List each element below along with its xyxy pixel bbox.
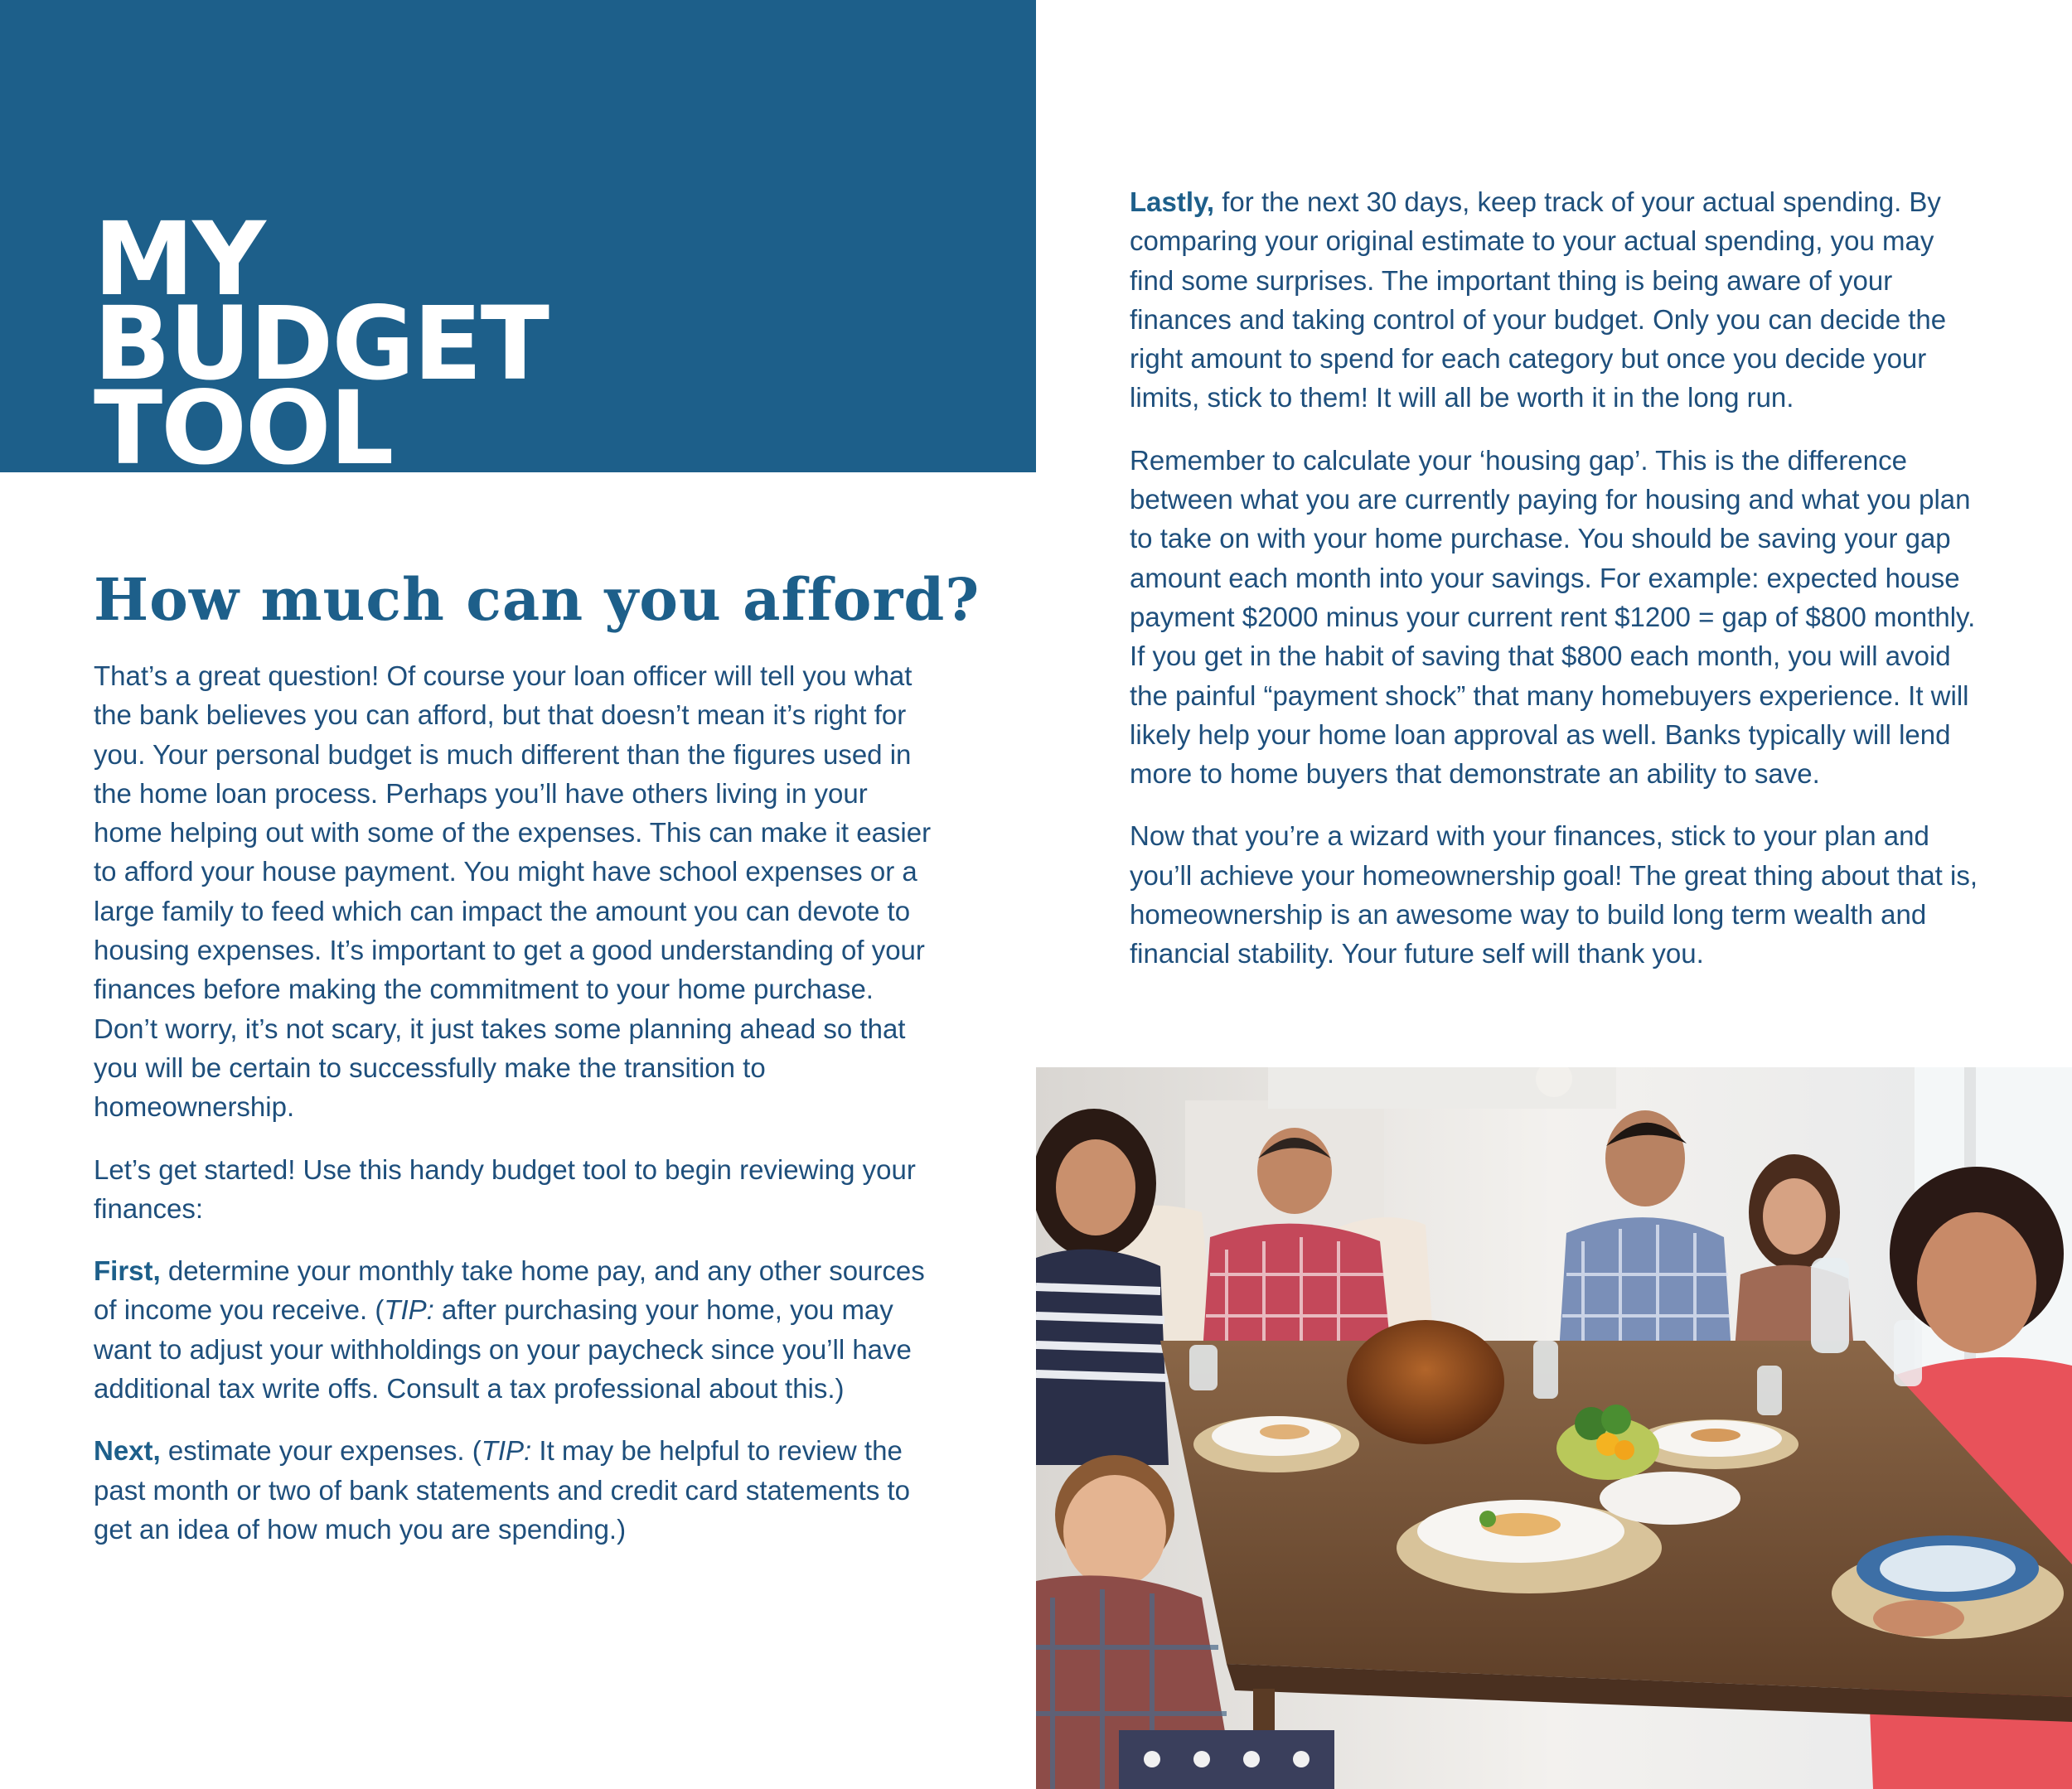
photo-stripe xyxy=(1036,1345,1167,1349)
family-dinner-photo xyxy=(1036,1067,2072,1789)
page-title xyxy=(94,201,549,487)
photo-glass xyxy=(1757,1366,1782,1415)
photo-cushion-dot xyxy=(1144,1751,1160,1767)
photo-cushion-dot xyxy=(1193,1751,1210,1767)
title-line-3: TOOL xyxy=(94,370,393,487)
photo-food-garnish xyxy=(1479,1511,1496,1527)
get-started-paragraph: Let’s get started! Use this handy budget tool to begin reviewing your finances: xyxy=(94,1153,916,1224)
photo-person-girl-face xyxy=(1763,1178,1826,1255)
first-tip-label: TIP: xyxy=(384,1294,434,1326)
photo-cushion-dot xyxy=(1243,1751,1260,1767)
lastly-paragraph xyxy=(1130,182,1983,418)
first-text-b: after purchasing your home, you may want to adjust your withholdings on your paycheck since you’ll have additional tax write offs. Consult a tax professional about this.) xyxy=(94,1294,912,1405)
lastly-text: for the next 30 days, keep track of your actual spending. By comparing your original estimate to your actual spending, you may find some surprises. The important thing is being aware of your finances and taking control of your budget. Only you can decide the right amount to spend for each category but once you decide your limits, stick to them! It will all be worth it in the long run. xyxy=(1130,186,1947,413)
closing-paragraph: Now that you’re a wizard with your finances, stick to your plan and you’ll achieve your homeownership goal! The great thing about that is, homeownership is an awesome way to build long term wealth and financial stability. Your future self will thank you. xyxy=(1130,820,1978,969)
photo-plate-inner xyxy=(1880,1545,2016,1592)
photo-person-woman-shirt xyxy=(1036,1250,1169,1465)
photo-squash xyxy=(1615,1440,1634,1460)
title-banner xyxy=(0,0,1036,487)
next-text-b: It may be helpful to review the past month or two of bank statements and credit card statements to get an idea of how much you are spending.) xyxy=(94,1435,911,1545)
photo-serving-dish xyxy=(1600,1472,1740,1525)
photo-glass xyxy=(1533,1341,1558,1399)
intro-paragraph: That’s a great question! Of course your loan officer will tell you what the bank believes you can afford, but that doesn’t mean it’s right for you. Your personal budget is much different than the figures used in the home loan process. Perhaps you’ll have others living in your home helping out with some of the expenses. This can make it easier to afford your house payment. You might have school expenses or a large family to feed which can impact the amount you can devote to housing expenses. It’s important to get a good understanding of your finances before making the commitment to your home purchase. Don’t worry, it’s not scary, it just takes some planning ahead so that you will be certain to successfully make the transition to homeownership. xyxy=(94,660,932,1123)
photo-hand xyxy=(1873,1600,1964,1637)
left-column xyxy=(94,656,939,1572)
photo-stripe xyxy=(1036,1374,1169,1378)
first-text-a: determine your monthly take home pay, and any other sources of income you receive. ( xyxy=(94,1255,925,1326)
photo-person-grandma-face xyxy=(1917,1212,2036,1353)
first-step-paragraph xyxy=(94,1251,939,1408)
photo-person-boy-face xyxy=(1063,1475,1166,1588)
photo-stripe xyxy=(1036,1316,1164,1320)
section-heading: How much can you afford? xyxy=(94,565,980,634)
photo-stripe xyxy=(1036,1287,1160,1291)
right-column xyxy=(1130,182,1983,997)
photo-cushion-dot xyxy=(1293,1751,1310,1767)
photo-turkey xyxy=(1347,1320,1504,1444)
first-lead: First, xyxy=(94,1255,161,1287)
photo-water-jug xyxy=(1811,1258,1849,1353)
lastly-lead: Lastly, xyxy=(1130,186,1215,217)
photo-food xyxy=(1260,1424,1310,1439)
title-line-2: BUDGET xyxy=(94,285,549,403)
photo-glass xyxy=(1894,1320,1922,1386)
photo-broccoli xyxy=(1601,1405,1631,1434)
photo-person-woman-face xyxy=(1056,1139,1135,1235)
title-line-1: MY xyxy=(94,201,264,318)
housing-gap-paragraph: Remember to calculate your ‘housing gap’. This is the difference between what you are currently paying for housing and what you plan to take on with your home purchase. You should be saving your gap amount each month into your savings. For example: expected house payment $2000 minus your current rent $1200 = gap of $800 monthly. If you get in the habit of saving that $800 each month, you will avoid the painful “payment shock” that many homebuyers experience. It will likely help your home loan approval as well. Banks typically will lend more to home buyers that demonstrate an ability to save. xyxy=(1130,444,1976,790)
next-lead: Next, xyxy=(94,1435,161,1467)
next-text-a: estimate your expenses. ( xyxy=(160,1435,482,1467)
photo-glass xyxy=(1189,1345,1218,1390)
next-step-paragraph xyxy=(94,1431,939,1549)
photo-food xyxy=(1691,1429,1740,1442)
next-tip-label: TIP: xyxy=(481,1435,532,1467)
